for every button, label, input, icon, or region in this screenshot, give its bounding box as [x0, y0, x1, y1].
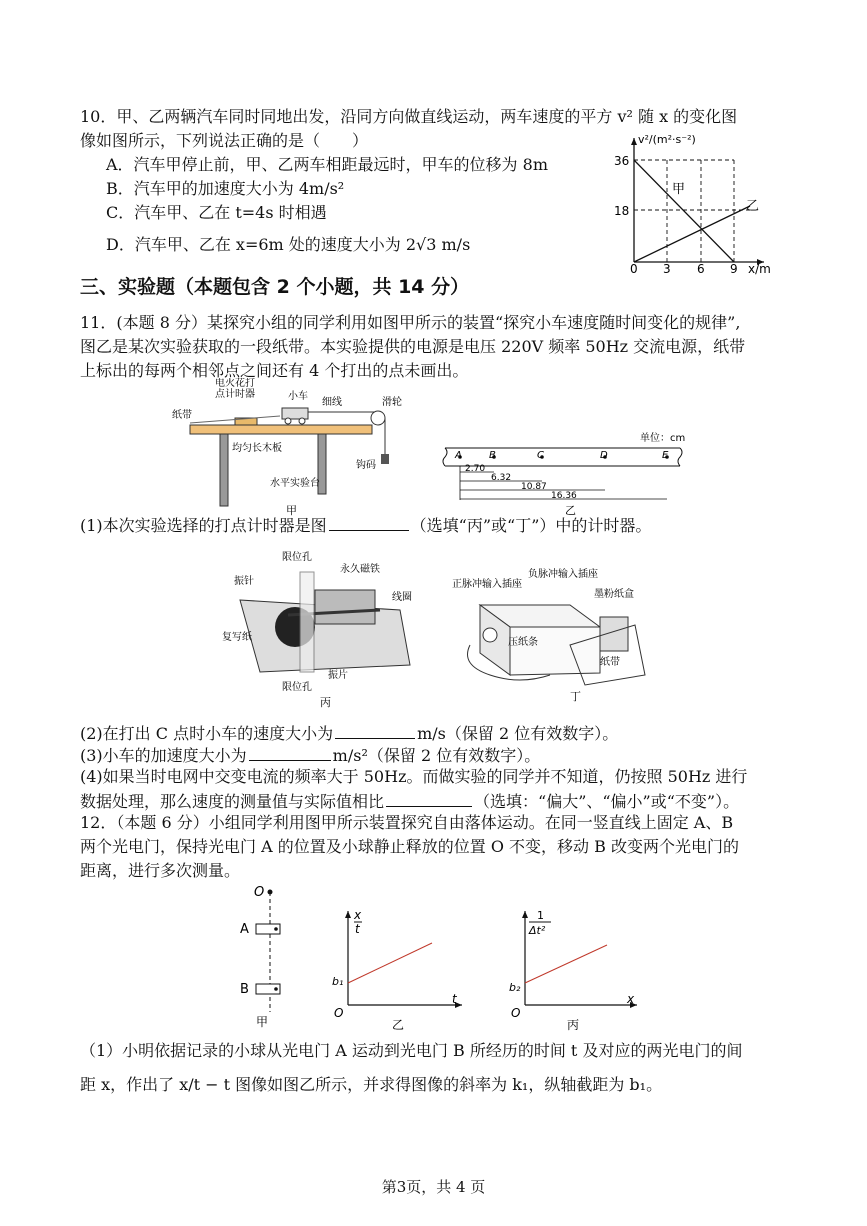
- origin-label: O: [334, 1006, 344, 1020]
- q11-fig-yi-tape: [435, 428, 690, 518]
- limit-hole-label: 限位孔: [282, 552, 312, 563]
- q11-part1-blank[interactable]: [329, 514, 409, 531]
- q11-part2-blank[interactable]: [335, 722, 415, 739]
- point-e: E: [662, 450, 669, 461]
- q12-fig-bing-graph: [505, 905, 645, 1035]
- pos-socket-label: 正脉冲输入插座: [452, 579, 522, 590]
- x-axis-label: x/m: [748, 262, 771, 275]
- section3-title: 三、实验题（本题包含 2 个小题，共 14 分）: [80, 276, 470, 298]
- q11-part2: [80, 722, 618, 745]
- q11-fig-jia-apparatus: [170, 378, 410, 518]
- distance-ad: 10.87: [521, 482, 547, 492]
- distance-ae: 16.36: [551, 491, 577, 501]
- q12-fig-jia-photogates: [232, 880, 302, 1030]
- y-tick-18: 18: [614, 204, 630, 218]
- gate-b-label: B: [240, 982, 249, 997]
- q10-stem-line-2: 像如图所示，下列说法正确的是（ ）: [80, 131, 369, 150]
- q11-part4-text-a: 数据处理，那么速度的测量值与实际值相比: [80, 792, 385, 811]
- intercept-b1: b₁: [332, 975, 344, 988]
- q11-part4-line-2: [80, 790, 739, 813]
- string-label: 细线: [322, 397, 342, 408]
- y-numerator: x: [354, 908, 362, 922]
- q10-v2-x-graph: [612, 130, 782, 275]
- distance-ab: 2.70: [465, 464, 486, 474]
- q10-stem-line-1: 10．甲、乙两辆汽车同时同地出发，沿同方向做直线运动，两车速度的平方 v² 随 x 的变化图: [80, 107, 738, 126]
- tape-label-ding: 纸带: [600, 657, 620, 668]
- q11-stem-line-3: 上标出的每两个相邻点之间还有 4 个打出的点未画出。: [80, 361, 469, 380]
- q11-part1: [80, 514, 651, 537]
- q12-part1-line-2: 距 x，作出了 x/t − t 图像如图乙所示，并求得图像的斜率为 k₁，纵轴截距为 b₁。: [80, 1075, 663, 1094]
- q11-fig-bing-timer: [220, 550, 430, 710]
- tape-label: 纸带: [172, 410, 192, 421]
- vibrator-label: 振片: [328, 670, 348, 681]
- neg-socket-label: 负脉冲输入插座: [528, 569, 598, 580]
- limit-hole-label-2: 限位孔: [282, 682, 312, 693]
- x-tick-3: 3: [663, 262, 671, 275]
- point-a: A: [455, 450, 462, 461]
- y-axis-label: v²/(m²·s⁻²): [638, 133, 696, 146]
- weight-label: 钩码: [356, 460, 376, 471]
- point-c: C: [537, 450, 544, 461]
- carbon-paper-label: 复写纸: [222, 632, 252, 643]
- q11-part4-blank[interactable]: [386, 790, 472, 807]
- origin-label-2: O: [511, 1006, 521, 1020]
- q11-part1-text-b: （选填“丙”或“丁”）中的计时器。: [410, 516, 652, 535]
- q11-fig-ding-timer: [450, 565, 650, 705]
- x-tick-9: 9: [730, 262, 738, 275]
- q11-part3: [80, 744, 540, 767]
- line-yi: [634, 206, 750, 262]
- q12-stem-line-2: 两个光电门，保持光电门 A 的位置及小球静止释放的位置 O 不变，移动 B 改变两个光电门的: [80, 837, 739, 856]
- label-yi: 乙: [746, 199, 760, 214]
- line-jia: [634, 160, 734, 262]
- y-numerator-1: 1: [537, 909, 544, 922]
- q11-part3-blank[interactable]: [249, 744, 331, 761]
- q11-part3-text-b: m/s²（保留 2 位有效数字）。: [332, 746, 541, 765]
- cart-label: 小车: [288, 391, 308, 402]
- coil-label: 线圈: [392, 592, 412, 603]
- q11-part1-text-a: (1)本次实验选择的打点计时器是图: [80, 516, 327, 535]
- tape-unit: 单位：cm: [640, 433, 686, 444]
- magnet-label: 永久磁铁: [340, 564, 380, 575]
- label-jia: 甲: [672, 182, 686, 197]
- q11-part4-text-b: （选填：“偏大”、“偏小”或“不变”）。: [474, 792, 740, 811]
- q11-part2-text-a: (2)在打出 C 点时小车的速度大小为: [80, 724, 334, 743]
- q11-stem-line-1: 11．(本题 8 分）某探究小组的同学利用如图甲所示的装置“探究小车速度随时间变化的规律”,: [80, 313, 741, 332]
- q12-stem-line-3: 距离，进行多次测量。: [80, 861, 241, 880]
- q11-part2-text-b: m/s（保留 2 位有效数字）。: [417, 724, 619, 743]
- fig-jia-caption-q12: 甲: [256, 1015, 269, 1029]
- q10-option-c: C．汽车甲、乙在 t=4s 时相遇: [106, 203, 327, 222]
- gate-a-label: A: [240, 922, 249, 937]
- fig-jia-caption: 甲: [286, 504, 297, 517]
- page-footer: 第3页，共 4 页: [381, 1178, 486, 1196]
- x-tick-6: 6: [697, 262, 705, 275]
- q11-part4-line-1: (4)如果当时电网中交变电流的频率大于 50Hz。而做实验的同学并不知道，仍按照 50Hz 进行: [80, 767, 748, 786]
- y-tick-36: 36: [614, 154, 630, 168]
- q12-fig-yi-graph: [328, 905, 468, 1035]
- fig-yi-caption-q12: 乙: [392, 1018, 405, 1032]
- y-denominator-dt2: Δt²: [529, 924, 546, 937]
- spark-timer-label: 电火花打: [215, 378, 255, 389]
- point-b: B: [489, 450, 496, 461]
- fig-yi-caption: 乙: [565, 504, 576, 517]
- q12-stem-line-1: 12．（本题 6 分）小组同学利用图甲所示装置探究自由落体运动。在同一竖直线上固定 A、B: [80, 813, 734, 832]
- q11-part3-text-a: (3)小车的加速度大小为: [80, 746, 247, 765]
- spark-timer-label-2: 点计时器: [215, 389, 255, 400]
- q10-option-a: A．汽车甲停止前，甲、乙两车相距最远时，甲车的位移为 8m: [106, 155, 548, 174]
- press-bar-label: 压纸条: [508, 637, 538, 648]
- intercept-b2: b₂: [509, 981, 521, 994]
- x-axis-label-x: x: [627, 992, 635, 1006]
- ink-box-label: 墨粉纸盒: [594, 589, 634, 600]
- distance-ac: 6.32: [491, 473, 512, 483]
- x-axis-label-t: t: [452, 992, 457, 1006]
- x-tick-0: 0: [630, 262, 638, 275]
- q10-option-d: D．汽车甲、乙在 x=6m 处的速度大小为 2√3 m/s: [106, 235, 471, 254]
- table-label: 水平实验台: [270, 478, 320, 489]
- q11-stem-line-2: 图乙是某次实验获取的一段纸带。本实验提供的电源是电压 220V 频率 50Hz 交流电源，纸带: [80, 337, 746, 356]
- board-label: 均匀长木板: [232, 443, 282, 454]
- point-d: D: [600, 450, 608, 461]
- q10-option-b: B．汽车甲的加速度大小为 4m/s²: [106, 179, 345, 198]
- needle-label: 振针: [234, 576, 254, 587]
- fig-bing-caption: 丙: [320, 696, 331, 709]
- pulley-label: 滑轮: [382, 397, 402, 408]
- q12-part1-line-1: （1）小明依据记录的小球从光电门 A 运动到光电门 B 所经历的时间 t 及对应的两光电门的间: [80, 1041, 743, 1060]
- fig-ding-caption: 丁: [570, 690, 581, 703]
- y-denominator: t: [355, 922, 360, 936]
- fig-bing-caption-q12: 丙: [567, 1018, 580, 1032]
- point-o-label: O: [254, 885, 265, 900]
